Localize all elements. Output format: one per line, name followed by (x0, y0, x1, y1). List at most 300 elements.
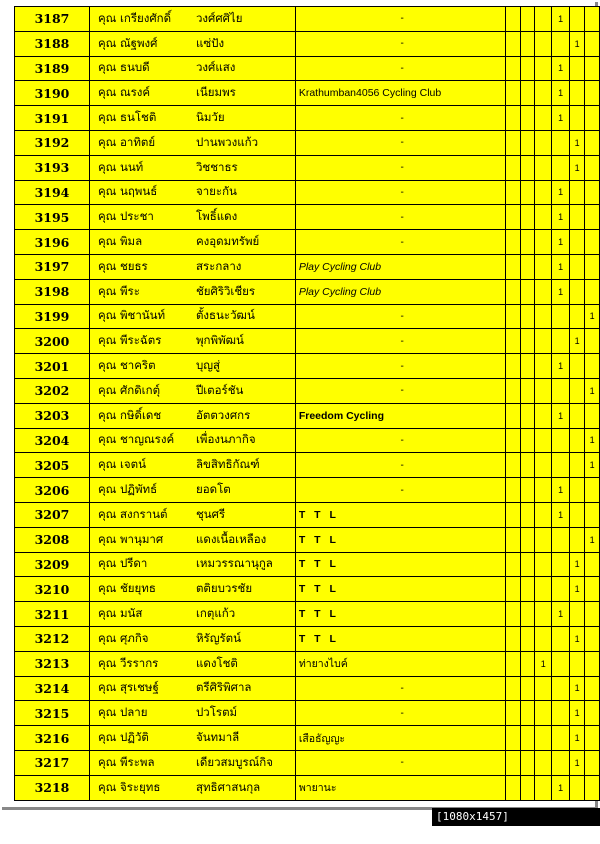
category-mark-1 (506, 403, 520, 428)
table-row (15, 31, 600, 56)
name-title: คุณ (97, 556, 117, 571)
category-mark-3 (535, 428, 552, 453)
first-name: ชาคริต (119, 358, 156, 373)
category-mark-1 (506, 676, 520, 701)
name-title: คุณ (97, 85, 117, 100)
bib-number: 3214 (15, 676, 90, 701)
category-mark-2 (520, 81, 534, 106)
category-mark-6 (585, 502, 600, 527)
category-mark-2 (520, 527, 534, 552)
club-name: ท่ายางไบค์ (295, 651, 506, 676)
participant-name (89, 329, 295, 354)
category-mark-5 (569, 651, 585, 676)
category-mark-1 (506, 577, 520, 602)
name-title: คุณ (97, 358, 117, 373)
participant-name (89, 304, 295, 329)
name-title: คุณ (97, 333, 117, 348)
category-mark-4: 1 (552, 254, 569, 279)
club-name: Freedom Cycling (295, 403, 506, 428)
category-mark-6 (585, 626, 600, 651)
category-mark-2 (520, 701, 534, 726)
category-mark-4 (552, 453, 569, 478)
category-mark-2 (520, 56, 534, 81)
bib-number: 3189 (15, 56, 90, 81)
category-mark-1 (506, 81, 520, 106)
category-mark-4: 1 (552, 279, 569, 304)
category-mark-4 (552, 552, 569, 577)
category-mark-4: 1 (552, 106, 569, 131)
club-name: - (295, 329, 506, 354)
first-name: เกรียงศักดิ์ (119, 10, 172, 25)
last-name: ยอดโต (195, 482, 231, 497)
name-title: คุณ (97, 407, 117, 422)
first-name: ณัฐพงศ์ (119, 35, 158, 50)
name-title: คุณ (97, 283, 117, 298)
club-name: - (295, 453, 506, 478)
table-row (15, 230, 600, 255)
participant-name (89, 750, 295, 775)
club-name: T T L (295, 602, 506, 627)
category-mark-3 (535, 750, 552, 775)
name-title: คุณ (97, 159, 117, 174)
club-name: Play Cycling Club (295, 254, 506, 279)
category-mark-3: 1 (535, 651, 552, 676)
category-mark-6 (585, 478, 600, 503)
category-mark-5: 1 (569, 726, 585, 751)
category-mark-5: 1 (569, 155, 585, 180)
category-mark-6 (585, 403, 600, 428)
category-mark-3 (535, 701, 552, 726)
first-name: สุรเชษฐ์ (119, 680, 159, 695)
category-mark-1 (506, 726, 520, 751)
last-name: ชัยศิริวิเชียร (195, 283, 256, 298)
category-mark-2 (520, 378, 534, 403)
participant-name (89, 403, 295, 428)
bib-number: 3202 (15, 378, 90, 403)
category-mark-1 (506, 354, 520, 379)
first-name: อาทิตย์ (119, 134, 156, 149)
name-title: คุณ (97, 506, 117, 521)
category-mark-5: 1 (569, 552, 585, 577)
category-mark-1 (506, 7, 520, 32)
table-row (15, 329, 600, 354)
category-mark-4 (552, 31, 569, 56)
participant-name (89, 230, 295, 255)
last-name: จันทมาลี (195, 730, 240, 744)
participant-name (89, 502, 295, 527)
first-name: มนัส (119, 606, 143, 621)
last-name: ชุนศรี (195, 506, 226, 521)
category-mark-3 (535, 329, 552, 354)
club-name: T T L (295, 527, 506, 552)
last-name: วงศ์แสง (195, 60, 236, 75)
club-name: - (295, 106, 506, 131)
club-name: Krathumban4056 Cycling Club (295, 81, 506, 106)
last-name: ปวโรตม์ (195, 705, 238, 720)
name-title: คุณ (97, 184, 117, 199)
category-mark-2 (520, 403, 534, 428)
last-name: เพื่องนภากิจ (195, 432, 256, 447)
category-mark-5: 1 (569, 577, 585, 602)
bib-number: 3193 (15, 155, 90, 180)
category-mark-2 (520, 31, 534, 56)
category-mark-4: 1 (552, 478, 569, 503)
participant-name (89, 155, 295, 180)
bib-number: 3201 (15, 354, 90, 379)
category-mark-5: 1 (569, 701, 585, 726)
club-name: - (295, 155, 506, 180)
table-row (15, 775, 600, 800)
category-mark-2 (520, 304, 534, 329)
bib-number: 3216 (15, 726, 90, 751)
category-mark-5 (569, 81, 585, 106)
image-size-footer: [1080x1457] https://upic.me/ (432, 808, 600, 826)
bib-number: 3204 (15, 428, 90, 453)
category-mark-6 (585, 651, 600, 676)
category-mark-3 (535, 230, 552, 255)
category-mark-5 (569, 230, 585, 255)
participant-name (89, 626, 295, 651)
name-title: คุณ (97, 10, 117, 25)
category-mark-4: 1 (552, 205, 569, 230)
last-name: เดียวสมบูรณ์กิจ (195, 754, 273, 769)
category-mark-3 (535, 106, 552, 131)
club-name: - (295, 7, 506, 32)
category-mark-6 (585, 106, 600, 131)
category-mark-2 (520, 651, 534, 676)
first-name: พานุมาศ (119, 531, 164, 546)
category-mark-2 (520, 775, 534, 800)
first-name: ปฏิวัติ (119, 730, 149, 744)
category-mark-5: 1 (569, 130, 585, 155)
category-mark-6 (585, 7, 600, 32)
category-mark-4: 1 (552, 502, 569, 527)
category-mark-6 (585, 81, 600, 106)
last-name: ตรีศิริพิศาล (195, 680, 252, 695)
name-title: คุณ (97, 110, 117, 125)
table-row (15, 726, 600, 751)
first-name: ชัยยุทธ (119, 581, 156, 596)
category-mark-2 (520, 354, 534, 379)
bib-number: 3191 (15, 106, 90, 131)
table-row (15, 453, 600, 478)
category-mark-3 (535, 254, 552, 279)
category-mark-6 (585, 354, 600, 379)
club-name: เสือธัญญะ (295, 726, 506, 751)
table-body (15, 7, 600, 801)
category-mark-5 (569, 106, 585, 131)
first-name: ปรีดา (119, 556, 148, 571)
last-name: วิชชาธร (195, 159, 238, 174)
category-mark-3 (535, 775, 552, 800)
club-name: T T L (295, 626, 506, 651)
club-name: พายานะ (295, 775, 506, 800)
name-title: คุณ (97, 705, 117, 720)
category-mark-2 (520, 552, 534, 577)
category-mark-5 (569, 254, 585, 279)
bib-number: 3195 (15, 205, 90, 230)
table-row (15, 552, 600, 577)
club-name: T T L (295, 552, 506, 577)
category-mark-1 (506, 502, 520, 527)
club-name: - (295, 354, 506, 379)
category-mark-3 (535, 626, 552, 651)
bib-number: 3196 (15, 230, 90, 255)
last-name: พุกพิพัฒน์ (195, 333, 244, 348)
participant-name (89, 428, 295, 453)
category-mark-3 (535, 676, 552, 701)
participant-name (89, 577, 295, 602)
category-mark-2 (520, 577, 534, 602)
category-mark-2 (520, 602, 534, 627)
participant-name (89, 279, 295, 304)
first-name: สงกรานต์ (119, 506, 168, 521)
category-mark-6 (585, 329, 600, 354)
category-mark-3 (535, 205, 552, 230)
bib-number: 3218 (15, 775, 90, 800)
category-mark-1 (506, 701, 520, 726)
table-row (15, 701, 600, 726)
category-mark-2 (520, 726, 534, 751)
category-mark-3 (535, 726, 552, 751)
category-mark-6 (585, 750, 600, 775)
table-row (15, 254, 600, 279)
bib-number: 3188 (15, 31, 90, 56)
category-mark-4 (552, 651, 569, 676)
participant-name (89, 180, 295, 205)
bib-number: 3208 (15, 527, 90, 552)
category-mark-1 (506, 527, 520, 552)
category-mark-4: 1 (552, 180, 569, 205)
last-name: วงศ์ศศิไย (195, 10, 243, 25)
category-mark-4 (552, 527, 569, 552)
first-name: ปฏิพัทธ์ (119, 482, 158, 497)
category-mark-1 (506, 205, 520, 230)
club-name: - (295, 750, 506, 775)
category-mark-4 (552, 428, 569, 453)
participant-name (89, 726, 295, 751)
bib-number: 3198 (15, 279, 90, 304)
table-row (15, 602, 600, 627)
last-name: ปีเตอร์ชัน (195, 382, 244, 397)
table-row (15, 527, 600, 552)
category-mark-5 (569, 354, 585, 379)
category-mark-1 (506, 750, 520, 775)
name-title: คุณ (97, 581, 117, 596)
name-title: คุณ (97, 606, 117, 621)
club-name: - (295, 304, 506, 329)
category-mark-6 (585, 726, 600, 751)
category-mark-4: 1 (552, 81, 569, 106)
category-mark-6 (585, 279, 600, 304)
bib-number: 3217 (15, 750, 90, 775)
category-mark-6 (585, 180, 600, 205)
name-title: คุณ (97, 258, 117, 273)
category-mark-4: 1 (552, 775, 569, 800)
category-mark-2 (520, 626, 534, 651)
category-mark-2 (520, 155, 534, 180)
last-name: โพธิ์แดง (195, 209, 238, 224)
category-mark-5 (569, 205, 585, 230)
category-mark-3 (535, 403, 552, 428)
table-row (15, 81, 600, 106)
category-mark-6 (585, 775, 600, 800)
bib-number: 3207 (15, 502, 90, 527)
category-mark-5 (569, 56, 585, 81)
participant-name (89, 81, 295, 106)
category-mark-3 (535, 552, 552, 577)
last-name: แดงโชติ (195, 655, 238, 670)
category-mark-5: 1 (569, 31, 585, 56)
category-mark-5 (569, 775, 585, 800)
category-mark-2 (520, 329, 534, 354)
first-name: กษิดิ์เดช (119, 407, 162, 422)
name-title: คุณ (97, 754, 117, 769)
category-mark-4: 1 (552, 602, 569, 627)
bib-number: 3210 (15, 577, 90, 602)
first-name: พีระพล (119, 754, 155, 769)
category-mark-2 (520, 428, 534, 453)
category-mark-1 (506, 478, 520, 503)
category-mark-3 (535, 304, 552, 329)
category-mark-4: 1 (552, 354, 569, 379)
category-mark-5: 1 (569, 329, 585, 354)
category-mark-2 (520, 478, 534, 503)
category-mark-3 (535, 155, 552, 180)
category-mark-4 (552, 676, 569, 701)
category-mark-6: 1 (585, 304, 600, 329)
bib-number: 3203 (15, 403, 90, 428)
bib-number: 3192 (15, 130, 90, 155)
first-name: ศุภกิจ (119, 630, 149, 645)
category-mark-2 (520, 180, 534, 205)
category-mark-4 (552, 378, 569, 403)
registration-table (14, 6, 600, 801)
category-mark-6 (585, 31, 600, 56)
name-title: คุณ (97, 457, 117, 472)
category-mark-1 (506, 775, 520, 800)
category-mark-6 (585, 701, 600, 726)
club-name: - (295, 31, 506, 56)
category-mark-5 (569, 428, 585, 453)
table-row (15, 354, 600, 379)
last-name: จายะกัน (195, 184, 237, 199)
table-row (15, 180, 600, 205)
category-mark-2 (520, 750, 534, 775)
participant-name (89, 775, 295, 800)
participant-name (89, 7, 295, 32)
bib-number: 3206 (15, 478, 90, 503)
category-mark-4: 1 (552, 230, 569, 255)
club-name: - (295, 230, 506, 255)
club-name: - (295, 205, 506, 230)
category-mark-1 (506, 304, 520, 329)
category-mark-5 (569, 602, 585, 627)
category-mark-1 (506, 378, 520, 403)
category-mark-3 (535, 81, 552, 106)
category-mark-6 (585, 602, 600, 627)
first-name: พิชานันท์ (119, 308, 166, 323)
table-row (15, 502, 600, 527)
participant-name (89, 453, 295, 478)
table-row (15, 106, 600, 131)
name-title: คุณ (97, 655, 117, 670)
category-mark-2 (520, 130, 534, 155)
bib-number: 3205 (15, 453, 90, 478)
category-mark-2 (520, 106, 534, 131)
category-mark-1 (506, 180, 520, 205)
participant-name (89, 254, 295, 279)
first-name: ชาญณรงค์ (119, 432, 175, 447)
club-name: T T L (295, 502, 506, 527)
category-mark-6: 1 (585, 527, 600, 552)
category-mark-5 (569, 378, 585, 403)
table-row (15, 651, 600, 676)
name-title: คุณ (97, 630, 117, 645)
table-row (15, 403, 600, 428)
category-mark-4: 1 (552, 403, 569, 428)
bib-number: 3200 (15, 329, 90, 354)
last-name: เหมวรรณานุกูล (195, 556, 273, 571)
first-name: ณรงค์ (119, 85, 151, 100)
category-mark-6: 1 (585, 453, 600, 478)
category-mark-1 (506, 254, 520, 279)
category-mark-1 (506, 230, 520, 255)
category-mark-3 (535, 602, 552, 627)
first-name: นฤพนธ์ (119, 184, 158, 199)
category-mark-5: 1 (569, 626, 585, 651)
table-row (15, 7, 600, 32)
last-name: บุญสู่ (195, 358, 221, 373)
first-name: พีระฉัตร (119, 333, 162, 348)
category-mark-1 (506, 329, 520, 354)
category-mark-2 (520, 205, 534, 230)
category-mark-3 (535, 453, 552, 478)
club-name: - (295, 130, 506, 155)
category-mark-6 (585, 155, 600, 180)
last-name: ตติยบวรชัย (195, 581, 253, 596)
participant-name (89, 56, 295, 81)
last-name: อัตตวงศกร (195, 407, 251, 422)
category-mark-4 (552, 304, 569, 329)
category-mark-3 (535, 502, 552, 527)
bib-number: 3211 (15, 602, 90, 627)
name-title: คุณ (97, 382, 117, 397)
last-name: นิมวัย (195, 110, 225, 125)
last-name: เนียมพร (195, 85, 236, 100)
table-row (15, 56, 600, 81)
participant-name (89, 205, 295, 230)
first-name: พิมล (119, 234, 143, 249)
category-mark-6 (585, 205, 600, 230)
category-mark-1 (506, 155, 520, 180)
last-name: ลิขสิทธิกัณฑ์ (195, 457, 260, 472)
category-mark-1 (506, 56, 520, 81)
first-name: วีรรากร (119, 655, 159, 670)
name-title: คุณ (97, 531, 117, 546)
category-mark-6 (585, 552, 600, 577)
category-mark-6 (585, 130, 600, 155)
category-mark-1 (506, 428, 520, 453)
participant-name (89, 651, 295, 676)
participant-name (89, 552, 295, 577)
category-mark-3 (535, 7, 552, 32)
category-mark-6 (585, 230, 600, 255)
club-name: Play Cycling Club (295, 279, 506, 304)
first-name: ปลาย (119, 705, 148, 720)
category-mark-6: 1 (585, 428, 600, 453)
last-name: ปานพวงแก้ว (195, 134, 259, 149)
